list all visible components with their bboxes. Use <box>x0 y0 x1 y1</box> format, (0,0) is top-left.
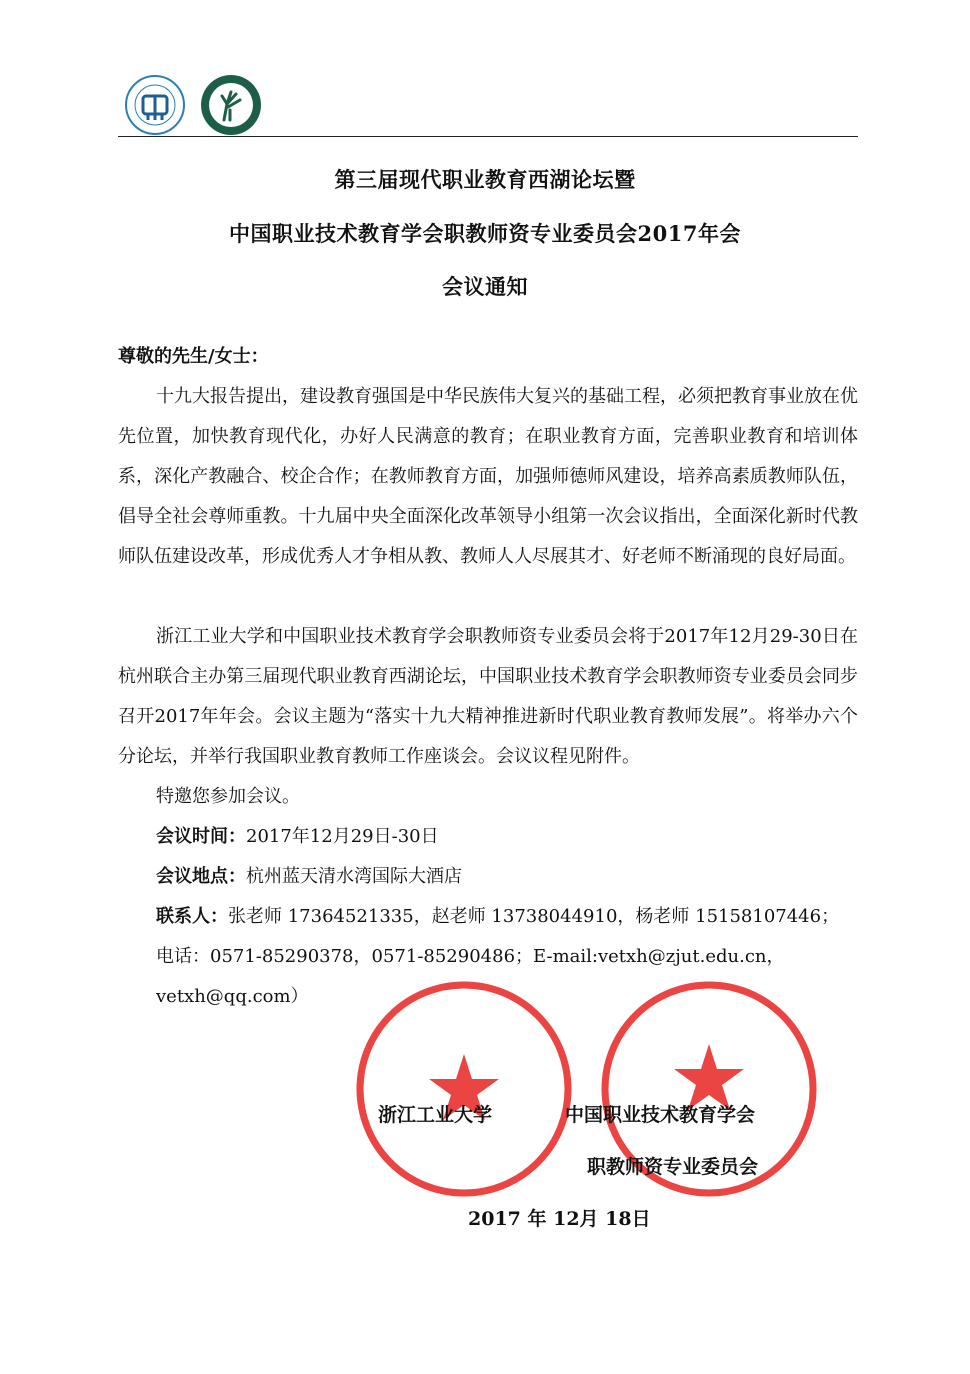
association-logo-icon <box>200 74 262 136</box>
salutation: 尊敬的先生/女士： <box>118 346 269 367</box>
paragraph-1 <box>118 377 858 577</box>
zjut-logo-icon <box>124 74 186 136</box>
meeting-place-value: 杭州蓝天清水湾国际大酒店 <box>246 866 462 887</box>
meeting-time <box>156 817 856 857</box>
paragraph-3-text: 特邀您参加会议。 <box>156 786 300 807</box>
title-line-2: 中国职业技术教育学会职教师资专业委员会2017年会 <box>229 221 741 246</box>
signature-date: 2017 年 12月 18日 <box>468 1208 651 1230</box>
meeting-place <box>156 857 856 897</box>
contact-value: 张老师 17364521335，赵老师 13738044910，杨老师 15158107446；电话：0571-85290378，0571-85290486；E-mail:vetxh@zjut.edu.cn，vetxh@qq.com） <box>156 906 840 1007</box>
contact-label: 联系人： <box>156 906 228 927</box>
paragraph-1-text: 十九大报告提出，建设教育强国是中华民族伟大复兴的基础工程，必须把教育事业放在优先位置，加快教育现代化，办好人民满意的教育；在职业教育方面，完善职业教育和培训体系，深化产教融合、校企合作；在教师教育方面，加强师德师风建设，培养高素质教师队伍，倡导全社会尊师重教。十九届中央全面深化改革领导小组第一次会议指出，全面深化新时代教师队伍建设改革，形成优秀人才争相从教、教师人人尽展其才、好老师不断涌现的良好局面。 <box>118 386 858 567</box>
paragraph-2-text: 浙江工业大学和中国职业技术教育学会职教师资专业委员会将于2017年12月29-30日在杭州联合主办第三届现代职业教育西湖论坛，中国职业技术教育学会职教师资专业委员会同步召开2017年年会。会议主题为“落实十九大精神推进新时代职业教育教师发展”。将举办六个分论坛，并举行我国职业教育教师工作座谈会。会议议程见附件。 <box>118 626 858 767</box>
meeting-place-label: 会议地点： <box>156 866 246 887</box>
meeting-time-value: 2017年12月29日-30日 <box>246 826 439 847</box>
meeting-time-label: 会议时间： <box>156 826 246 847</box>
header-logos <box>124 74 262 136</box>
signature-org-1: 浙江工业大学 <box>378 1104 493 1126</box>
title-line-1: 第三届现代职业教育西湖论坛暨 <box>334 167 636 192</box>
paragraph-3 <box>118 777 858 817</box>
signature-org-2: 中国职业技术教育学会 <box>565 1104 756 1126</box>
zjut-seal <box>353 978 575 1200</box>
header-rule <box>118 136 858 137</box>
title-line-3: 会议通知 <box>442 274 528 299</box>
signature-org-3: 职教师资专业委员会 <box>587 1156 759 1178</box>
paragraph-2 <box>118 617 858 777</box>
